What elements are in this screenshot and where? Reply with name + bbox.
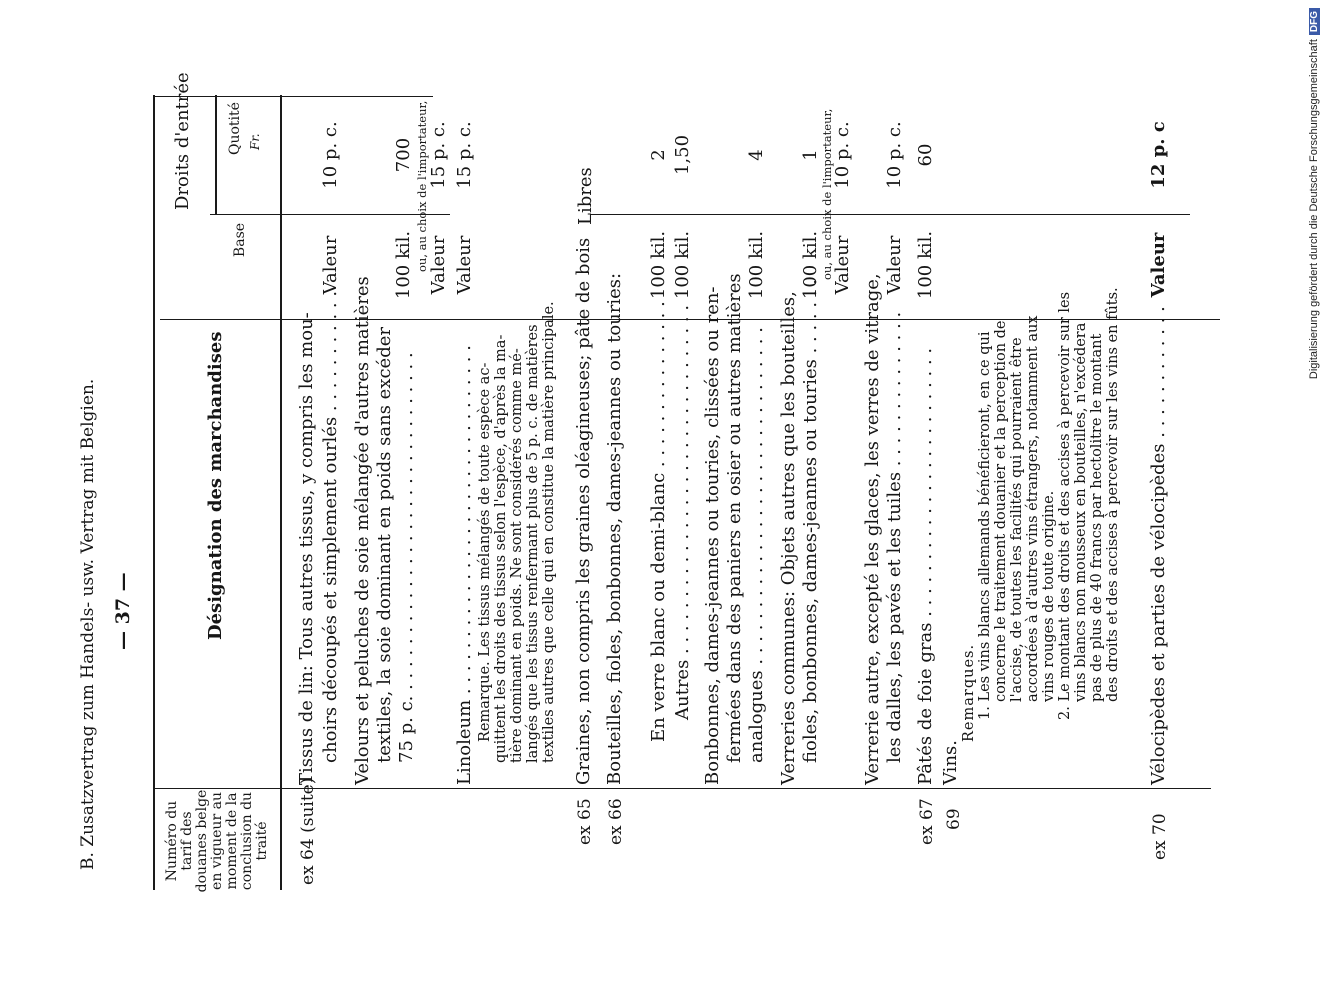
row-quotite: 700 bbox=[393, 137, 414, 173]
row-number: 69 bbox=[944, 808, 964, 830]
row-base: 100 kil. bbox=[393, 230, 414, 300]
row-number: ex 66 bbox=[606, 798, 626, 845]
row-text: Verreries communes: Objets autres que les bouteilles, bbox=[778, 291, 799, 785]
row-text: Pâtés de foie gras . . . . . . . . . . . . . . . . . . . . . . . . bbox=[915, 347, 936, 785]
row-base: 100 kil. bbox=[648, 230, 669, 300]
remark-text: Remarque. Les tissus mélangés de toute espèce ac- bbox=[477, 362, 493, 742]
row-text: En verre blanc ou demi-blanc . . . . . . . . . . . . . . . bbox=[648, 301, 669, 742]
row-text: analogues . . . . . . . . . . . . . . . . . . . . . . . . . . . . . . bbox=[746, 327, 767, 763]
duties-subheader-rule bbox=[215, 95, 217, 215]
row-text: Bouteilles, fioles, bonbonnes, dames-jeannes ou touries: bbox=[604, 272, 625, 785]
col-header-base: Base bbox=[232, 222, 248, 258]
row-text: textiles, la soie dominant en poids sans excéder bbox=[374, 327, 395, 763]
row-text: les dalles, les pavés et les tuiles . . . . . . . . . . . . . . bbox=[884, 311, 905, 763]
row-base: Valeur bbox=[428, 235, 449, 295]
row-quotite: 10 p. c. bbox=[832, 121, 853, 189]
table-left-rule bbox=[153, 95, 155, 890]
row-quotite: 12 p. c bbox=[1148, 121, 1169, 189]
row-base: Valeur bbox=[884, 235, 905, 295]
col-header-duties: Droits d'entrée bbox=[172, 72, 193, 210]
remark-title: Remarques. bbox=[961, 643, 977, 742]
row-base: 100 kil. bbox=[915, 230, 936, 300]
row-quotite: 10 p. c. bbox=[320, 121, 341, 189]
row-quotite: 15 p. c. bbox=[428, 121, 449, 189]
col-header-number: Numéro du tarif des douanes belge en vigueur au moment de la conclusion du traité bbox=[164, 789, 270, 893]
page-number: — 37 — bbox=[112, 572, 134, 650]
col-rule-base-b bbox=[590, 214, 1190, 215]
row-base: Valeur bbox=[1148, 232, 1169, 298]
row-base: Valeur bbox=[454, 235, 475, 295]
col-header-quotite: Quotité bbox=[227, 102, 243, 155]
row-text: Vélocipèdes et parties de vélocipèdes . . . . . . . . . . . . bbox=[1148, 306, 1169, 785]
remark-text: vins rouges de toute origine. bbox=[1041, 490, 1057, 702]
digitization-footer bbox=[1306, 8, 1324, 992]
row-base: 100 kil. bbox=[800, 230, 821, 300]
row-choice-note: ou, au choix de l'importateur, bbox=[820, 108, 834, 280]
row-quotite: 1 bbox=[800, 149, 821, 161]
remark-text: langés que les tissus renfermant plus de 5 p. c. de matières bbox=[525, 324, 541, 763]
remark-text: 1. Les vins blancs allemands bénéficieront, en ce qui bbox=[977, 331, 993, 720]
remark-text: des droits et des accises à percevoir sur les vins en fûts. bbox=[1105, 287, 1121, 702]
row-libres: Libres bbox=[575, 167, 596, 225]
remark-text: pas de plus de 40 francs par hectolitre le montant bbox=[1089, 333, 1105, 702]
row-text: choirs découpés et simplement ourlés . . . . . . . . . . . bbox=[320, 290, 341, 763]
row-text: Graines, non compris les graines oléagineuses; pâte de bois bbox=[573, 237, 594, 785]
col-rule-base-a bbox=[210, 214, 450, 215]
remark-text: l'accise, de toutes les facilités qui pourraient être bbox=[1009, 337, 1025, 702]
running-title: B. Zusatzvertrag zum Handels- usw. Vertrag mit Belgien. bbox=[78, 378, 98, 870]
row-text: Tissus de lin: Tous autres tissus, y compris les mou- bbox=[296, 312, 317, 785]
row-number: ex 65 bbox=[575, 798, 595, 845]
row-text: Linoleum . . . . . . . . . . . . . . . . . . . . . . . . . . . . . . . bbox=[454, 345, 475, 785]
row-text: 75 p. c. . . . . . . . . . . . . . . . . . . . . . . . . . . . . . . bbox=[396, 352, 417, 763]
row-quotite: 2 bbox=[648, 149, 669, 161]
row-text: Bonbonnes, dames-jeannes ou touries, clissées ou ren- bbox=[702, 286, 723, 785]
row-text: fermées dans des paniers en osier ou autres matières bbox=[724, 273, 745, 763]
row-base: 100 kil. bbox=[746, 230, 767, 300]
row-text: Velours et peluches de soie mélangée d'autres matières bbox=[352, 276, 373, 785]
row-quotite: 10 p. c. bbox=[884, 121, 905, 189]
row-quotite: 1,50 bbox=[672, 134, 693, 176]
row-number: ex 64 (suite) bbox=[298, 777, 318, 885]
row-text: Vins. bbox=[940, 740, 961, 785]
remark-text: 2. Le montant des droits et des accises à percevoir sur les bbox=[1057, 291, 1073, 720]
remark-text: concerne le traitement douanier et la perception de bbox=[993, 320, 1009, 702]
row-text: Autres . . . . . . . . . . . . . . . . . . . . . . . . . . . . . . . bbox=[672, 304, 693, 720]
row-text: fioles, bonbonnes, dames-jeannes ou touries . . . . . . . bbox=[800, 279, 821, 763]
row-choice-note: ou, au choix de l'importateur, bbox=[415, 100, 429, 272]
remark-text: vins blancs non mousseux en bouteilles, n'excédera bbox=[1073, 322, 1089, 702]
col-header-designation: Désignation des marchandises bbox=[205, 331, 226, 640]
remark-text: quittent les droits des tissus selon l'espèce, d'après la ma- bbox=[493, 334, 509, 763]
row-quotite: 15 p. c. bbox=[454, 121, 475, 189]
remark-text: accordées à d'autres vins étrangers, notamment aux bbox=[1025, 315, 1041, 702]
row-base: Valeur bbox=[320, 235, 341, 295]
footer-text: Digitalisierung gefördert durch die Deutsche Forschungsgemeinschaft bbox=[1308, 39, 1320, 380]
row-text: Verrerie autre, excepté les glaces, les verres de vitrage, bbox=[862, 273, 883, 785]
row-number: ex 70 bbox=[1150, 813, 1170, 860]
col-rule-right-a bbox=[153, 96, 433, 97]
row-base: 100 kil. bbox=[672, 230, 693, 300]
row-number: ex 67 bbox=[917, 798, 937, 845]
col-header-fr: Fr. bbox=[248, 133, 262, 150]
remark-text: tière dominant en poids. Ne sont considérés comme mé- bbox=[509, 348, 525, 763]
remark-text: textiles autres que celle qui en constitue la matière principale. bbox=[541, 301, 557, 763]
dfg-logo: DFG bbox=[1309, 8, 1320, 35]
row-base: Valeur bbox=[832, 235, 853, 295]
row-quotite: 60 bbox=[915, 143, 936, 167]
row-quotite: 4 bbox=[746, 149, 767, 161]
